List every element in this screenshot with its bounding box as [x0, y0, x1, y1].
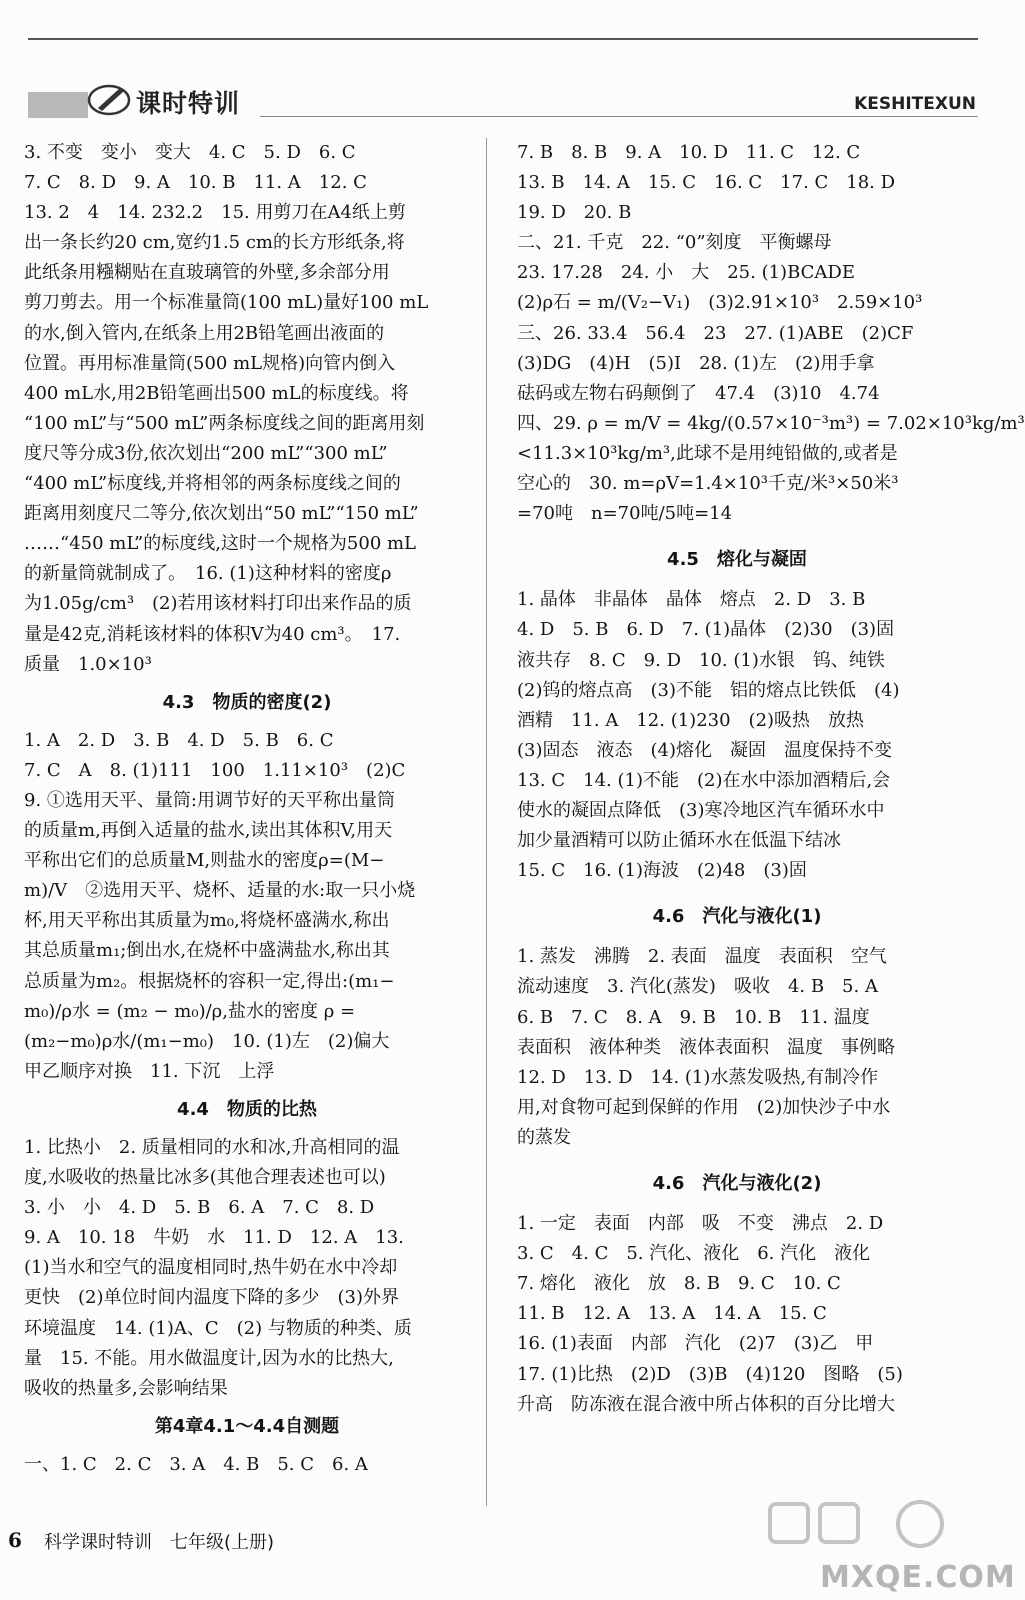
answer-line: (2)钨的熔点高 (3)不能 铝的熔点比铁低 (4): [517, 679, 900, 701]
book-title: 科学课时特训 七年级(上册): [44, 1532, 275, 1553]
section-heading-4-6-1: 4.6 汽化与液化(1): [652, 906, 822, 928]
answer-line: 其总质量m₁;倒出水,在烧杯中盛满盐水,称出其: [24, 940, 390, 962]
watermark-logo-icon: [760, 1494, 960, 1554]
answer-line: 平称出它们的总质量M,则盐水的密度ρ=(M−: [24, 850, 385, 872]
answers-4-5: [517, 585, 957, 886]
section-heading-4-3: 4.3 物质的密度(2): [162, 691, 332, 713]
answer-line: 质量 1.0×10³: [24, 653, 152, 675]
answer-line: =70吨 n=70吨/5吨=14: [517, 503, 733, 525]
answer-line: “100 mL”与“500 mL”两条标度线之间的距离用刻: [24, 412, 425, 434]
answer-line: 流动速度 3. 汽化(蒸发) 吸收 4. B 5. A: [517, 976, 878, 998]
answer-line: 一、1. C 2. C 3. A 4. B 5. C 6. A: [24, 1453, 368, 1475]
page-number: 6: [8, 1528, 22, 1552]
left-column: [24, 138, 470, 1480]
answer-line: “400 mL”标度线,并将相邻的两条标度线之间的: [24, 473, 401, 495]
header-title: 课时特训: [136, 89, 241, 118]
answer-line: (m₂−m₀)ρ水/(m₁−m₀) 10. (1)左 (2)偏大: [24, 1030, 390, 1052]
header-pinyin: KESHITEXUN: [854, 94, 976, 114]
answer-line: 此纸条用糨糊贴在直玻璃管的外壁,多余部分用: [24, 262, 390, 284]
answer-line: 位置。再用标准量筒(500 mL规格)向管内倒入: [24, 352, 396, 374]
answer-line: 出一条长约20 cm,宽约1.5 cm的长方形纸条,将: [24, 232, 405, 254]
answer-line: 的质量m,再倒入适量的盐水,读出其体积V,用天: [24, 820, 393, 842]
answer-line: 16. (1)表面 内部 汽化 (2)7 (3)乙 甲: [517, 1333, 874, 1355]
answer-line: 酒精 11. A 12. (1)230 (2)吸热 放热: [517, 709, 865, 731]
answer-line: 度,水吸收的热量比冰多(其他合理表述也可以): [24, 1167, 386, 1189]
answer-line: 23. 17.28 24. 小 大 25. (1)BCADE: [517, 262, 855, 284]
answers-4-6-1: [517, 942, 957, 1153]
answer-line: 的新量筒就制成了。 16. (1)这种材料的密度ρ: [24, 563, 392, 585]
answer-line: 使水的凝固点降低 (3)寒冷地区汽车循环水中: [517, 799, 885, 821]
answer-line: 15. C 16. (1)海波 (2)48 (3)固: [517, 860, 807, 882]
answer-line: 升高 防冻液在混合液中所占体积的百分比增大: [517, 1393, 895, 1415]
answer-line: 量 15. 不能。用水做温度计,因为水的比热大,: [24, 1347, 394, 1369]
section-heading-4-4: 4.4 物质的比热: [177, 1098, 317, 1120]
answer-line: 3. 小 小 4. D 5. B 6. A 7. C 8. D: [24, 1197, 375, 1219]
answer-line: 13. B 14. A 15. C 16. C 17. C 18. D: [517, 172, 896, 194]
answer-line: 杯,用天平称出其质量为m₀,将烧杯盛满水,称出: [24, 910, 390, 932]
answer-line: 7. C A 8. (1)111 100 1.11×10³ (2)C: [24, 759, 406, 781]
column-divider: [486, 138, 487, 1506]
answer-line: 400 mL水,用2B铅笔画出500 mL的标度线。将: [24, 382, 409, 404]
answers-4-4: [24, 1133, 470, 1404]
answers-self-test: [24, 1450, 470, 1480]
answer-line: 三、26. 33.4 56.4 23 27. (1)ABE (2)CF: [517, 322, 914, 344]
answer-line: 用,对食物可起到保鲜的作用 (2)加快沙子中水: [517, 1096, 891, 1118]
answer-line: 剪刀剪去。用一个标准量筒(100 mL)量好100 mL: [24, 292, 429, 314]
answer-line: 甲乙顺序对换 11. 下沉 上浮: [24, 1060, 275, 1082]
answer-line: 12. D 13. D 14. (1)水蒸发吸热,有制冷作: [517, 1066, 879, 1088]
answer-line: (1)当水和空气的温度相同时,热牛奶在水中冷却: [24, 1257, 398, 1279]
answer-line: 量是42克,消耗该材料的体积V为40 cm³。 17.: [24, 623, 401, 645]
watermark-text: MXQE.COM: [820, 1560, 1016, 1595]
answer-line: 液共存 8. C 9. D 10. (1)水银 钨、纯铁: [517, 649, 885, 671]
answer-line: 1. A 2. D 3. B 4. D 5. B 6. C: [24, 729, 334, 751]
answer-line: 加少量酒精可以防止循环水在低温下结冰: [517, 830, 841, 852]
answer-line: 二、21. 千克 22. “0”刻度 平衡螺母: [517, 232, 832, 254]
answer-line: 1. 比热小 2. 质量相同的水和冰,升高相同的温: [24, 1137, 400, 1158]
answer-line: 7. 熔化 液化 放 8. B 9. C 10. C: [517, 1273, 841, 1295]
header-band: [28, 92, 88, 118]
answer-line: 7. C 8. D 9. A 10. B 11. A 12. C: [24, 172, 367, 194]
answer-line: 距离用刻度尺二等分,依次划出“50 mL”“150 mL”: [24, 503, 419, 525]
answers-4-2: [24, 138, 470, 680]
answer-line: 19. D 20. B: [517, 202, 632, 224]
answer-line: 的蒸发: [517, 1126, 571, 1148]
answers-self-test-cont: [517, 138, 1025, 529]
section-heading-4-5: 4.5 熔化与凝固: [667, 549, 807, 571]
answer-line: 环境温度 14. (1)A、C (2) 与物质的种类、质: [24, 1317, 412, 1339]
answer-line: m)/V ②选用天平、烧杯、适量的水:取一只小烧: [24, 880, 416, 902]
answers-4-6-2: [517, 1209, 957, 1420]
answer-line: 1. 蒸发 沸腾 2. 表面 温度 表面积 空气: [517, 946, 887, 968]
answer-line: <11.3×10³kg/m³,此球不是用纯铅做的,或者是: [517, 442, 898, 464]
answer-line: 四、29. ρ = m/V = 4kg/(0.57×10⁻³m³) = 7.02×10³kg/m³: [517, 412, 1025, 434]
answer-line: (3)DG (4)H (5)I 28. (1)左 (2)用手拿: [517, 352, 875, 374]
answer-line: 1. 晶体 非晶体 晶体 熔点 2. D 3. B: [517, 589, 866, 611]
answer-line: 3. C 4. C 5. 汽化、液化 6. 汽化 液化: [517, 1243, 871, 1265]
header-rule: [260, 116, 978, 117]
section-heading-4-6-2: 4.6 汽化与液化(2): [652, 1173, 822, 1194]
answer-line: 9. A 10. 18 牛奶 水 11. D 12. A 13.: [24, 1227, 404, 1249]
answer-line: 的水,倒入管内,在纸条上用2B铅笔画出液面的: [24, 322, 385, 344]
answer-line: 9. ①选用天平、量筒:用调节好的天平称出量筒: [24, 789, 395, 811]
pen-logo-icon: [86, 78, 132, 118]
answer-line: ……“450 mL”的标度线,这时一个规格为500 mL: [24, 533, 417, 555]
answer-line: 11. B 12. A 13. A 14. A 15. C: [517, 1303, 827, 1325]
answer-line: m₀)/ρ水 = (m₂ − m₀)/ρ,盐水的密度 ρ =: [24, 1000, 356, 1022]
answer-line: 17. (1)比热 (2)D (3)B (4)120 图略 (5): [517, 1363, 903, 1385]
answer-line: 3. 不变 变小 变大 4. C 5. D 6. C: [24, 142, 356, 163]
answer-line: 更快 (2)单位时间内温度下降的多少 (3)外界: [24, 1287, 399, 1309]
answer-line: 砝码或左物右码颠倒了 47.4 (3)10 4.74: [517, 382, 880, 404]
answer-line: 4. D 5. B 6. D 7. (1)晶体 (2)30 (3)固: [517, 619, 895, 641]
answer-line: 6. B 7. C 8. A 9. B 10. B 11. 温度: [517, 1006, 870, 1028]
top-rule: [28, 38, 978, 40]
answer-line: 7. B 8. B 9. A 10. D 11. C 12. C: [517, 142, 861, 163]
answer-line: 13. 2 4 14. 232.2 15. 用剪刀在A4纸上剪: [24, 202, 406, 224]
answer-line: (2)ρ石 = m/(V₂−V₁) (3)2.91×10³ 2.59×10³: [517, 292, 923, 314]
answer-line: 1. 一定 表面 内部 吸 不变 沸点 2. D: [517, 1213, 884, 1235]
answer-line: 吸收的热量多,会影响结果: [24, 1377, 228, 1399]
answer-line: 度尺等分成3份,依次划出“200 mL”“300 mL”: [24, 442, 388, 464]
answer-line: (3)固态 液态 (4)熔化 凝固 温度保持不变: [517, 739, 892, 761]
answer-line: 总质量为m₂。根据烧杯的容积一定,得出:(m₁−: [24, 970, 395, 992]
right-column: [517, 138, 1025, 1420]
section-heading-self-test: 第4章4.1～4.4自测题: [154, 1415, 340, 1437]
answers-4-3: [24, 726, 470, 1087]
answer-line: 为1.05g/cm³ (2)若用该材料打印出来作品的质: [24, 593, 412, 615]
answer-line: 空心的 30. m=ρV=1.4×10³千克/米³×50米³: [517, 473, 899, 495]
answer-line: 表面积 液体种类 液体表面积 温度 事例略: [517, 1036, 895, 1058]
answer-line: 13. C 14. (1)不能 (2)在水中添加酒精后,会: [517, 769, 891, 791]
